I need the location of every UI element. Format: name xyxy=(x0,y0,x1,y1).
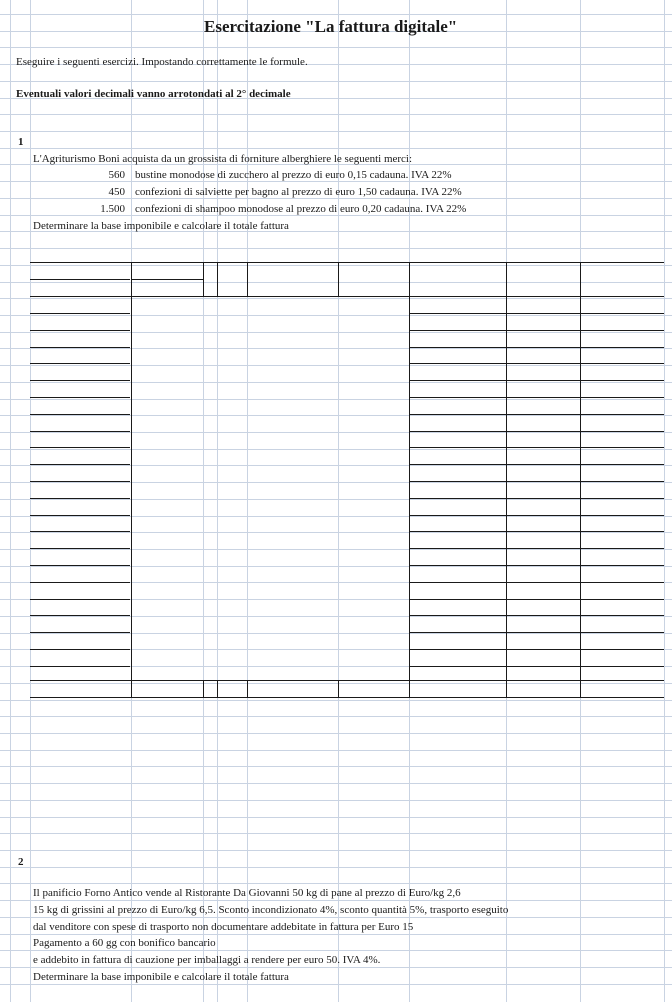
grid-row-line xyxy=(0,315,672,316)
invoice-border-line xyxy=(409,347,664,348)
grid-row-line xyxy=(0,499,672,500)
invoice-border-line xyxy=(30,279,130,280)
invoice-border-line xyxy=(409,666,664,667)
invoice-border-line xyxy=(30,464,130,465)
invoice-border-line xyxy=(30,397,130,398)
grid-row-line xyxy=(0,415,672,416)
grid-row-line xyxy=(0,432,672,433)
invoice-border-line xyxy=(131,262,132,697)
invoice-border-line xyxy=(409,548,664,549)
item-qty: 450 xyxy=(108,186,125,198)
exercise-2-line: dal venditore con spese di trasporto non documentare addebitate in fattura per Euro 15 xyxy=(33,921,414,933)
grid-row-line xyxy=(0,984,672,985)
invoice-border-line xyxy=(30,498,130,499)
grid-row-line xyxy=(0,700,672,701)
invoice-border-line xyxy=(338,680,339,697)
grid-row-line xyxy=(0,282,672,283)
exercise-2-task: Determinare la base imponibile e calcolare il totale fattura xyxy=(33,971,289,983)
invoice-border-line xyxy=(30,582,130,583)
invoice-border-line xyxy=(409,262,410,697)
invoice-border-line xyxy=(409,363,664,364)
grid-row-line xyxy=(0,148,672,149)
item-qty: 560 xyxy=(108,169,125,181)
grid-row-line xyxy=(0,532,672,533)
invoice-border-line xyxy=(409,481,664,482)
invoice-border-line xyxy=(30,347,130,348)
invoice-border-line xyxy=(30,515,130,516)
invoice-border-line xyxy=(409,447,664,448)
grid-row-line xyxy=(0,733,672,734)
exercise-2-line: e addebito in fattura di cauzione per imballaggi a rendere per euro 50. IVA 4%. xyxy=(33,954,381,966)
item-desc: confezioni di salviette per bagno al prezzo di euro 1,50 cadauna. IVA 22% xyxy=(135,186,462,198)
grid-row-line xyxy=(0,633,672,634)
grid-row-line xyxy=(0,766,672,767)
invoice-border-line xyxy=(506,262,507,697)
invoice-border-line xyxy=(580,262,581,697)
invoice-border-line xyxy=(131,279,203,280)
grid-column-line xyxy=(664,0,665,1002)
grid-row-line xyxy=(0,850,672,851)
grid-row-line xyxy=(0,750,672,751)
grid-row-line xyxy=(0,817,672,818)
exercise-2-line: Pagamento a 60 gg con bonifico bancario xyxy=(33,937,216,949)
grid-row-line xyxy=(0,683,672,684)
invoice-border-line xyxy=(30,414,130,415)
invoice-border-line xyxy=(30,666,130,667)
grid-row-line xyxy=(0,382,672,383)
grid-row-line xyxy=(0,449,672,450)
grid-row-line xyxy=(0,81,672,82)
grid-column-line xyxy=(217,0,218,1002)
exercise-2-line: Il panificio Forno Antico vende al Ristorante Da Giovanni 50 kg di pane al prezzo di Euro/kg 2,6 xyxy=(33,887,461,899)
grid-row-line xyxy=(0,833,672,834)
invoice-border-line xyxy=(409,431,664,432)
grid-row-line xyxy=(0,716,672,717)
grid-row-line xyxy=(0,298,672,299)
invoice-border-line xyxy=(30,531,130,532)
invoice-border-line xyxy=(30,632,130,633)
grid-row-line xyxy=(0,783,672,784)
exercise-2-number: 2 xyxy=(18,856,24,868)
grid-row-line xyxy=(0,917,672,918)
exercise-1-intro: L'Agriturismo Boni acquista da un grossista di forniture alberghiere le seguenti merci: xyxy=(33,153,413,165)
invoice-border-line xyxy=(30,431,130,432)
grid-row-line xyxy=(0,900,672,901)
invoice-border-line xyxy=(30,262,664,263)
grid-row-line xyxy=(0,616,672,617)
invoice-border-line xyxy=(409,414,664,415)
grid-row-line xyxy=(0,967,672,968)
grid-row-line xyxy=(0,47,672,48)
grid-column-line xyxy=(203,0,204,1002)
invoice-border-line xyxy=(338,262,339,296)
invoice-border-line xyxy=(409,599,664,600)
invoice-border-line xyxy=(203,262,204,296)
grid-row-line xyxy=(0,867,672,868)
invoice-border-line xyxy=(409,498,664,499)
invoice-border-line xyxy=(409,330,664,331)
invoice-border-line xyxy=(409,632,664,633)
invoice-border-line xyxy=(409,565,664,566)
invoice-border-line xyxy=(409,615,664,616)
item-desc: bustine monodose di zucchero al prezzo di euro 0,15 cadauna. IVA 22% xyxy=(135,169,452,181)
grid-column-line xyxy=(338,0,339,1002)
invoice-border-line xyxy=(409,380,664,381)
grid-row-line xyxy=(0,465,672,466)
invoice-border-line xyxy=(409,464,664,465)
exercise-1-task: Determinare la base imponibile e calcolare il totale fattura xyxy=(33,220,289,232)
grid-row-line xyxy=(0,14,672,15)
invoice-border-line xyxy=(30,565,130,566)
invoice-border-line xyxy=(30,615,130,616)
grid-row-line xyxy=(0,265,672,266)
grid-row-line xyxy=(0,365,672,366)
invoice-border-line xyxy=(30,363,130,364)
invoice-border-line xyxy=(30,296,664,297)
invoice-border-line xyxy=(409,515,664,516)
invoice-border-line xyxy=(30,380,130,381)
grid-column-line xyxy=(10,0,11,1002)
invoice-border-line xyxy=(217,680,218,697)
invoice-border-line xyxy=(247,680,248,697)
grid-column-line xyxy=(30,0,31,1002)
invoice-border-line xyxy=(409,531,664,532)
grid-row-line xyxy=(0,482,672,483)
invoice-border-line xyxy=(409,582,664,583)
grid-row-line xyxy=(0,800,672,801)
invoice-border-line xyxy=(409,313,664,314)
invoice-border-line xyxy=(30,649,130,650)
grid-row-line xyxy=(0,516,672,517)
instruction-text: Eseguire i seguenti esercizi. Impostando correttamente le formule. xyxy=(16,56,308,68)
invoice-border-line xyxy=(30,313,130,314)
grid-row-line xyxy=(0,332,672,333)
invoice-border-line xyxy=(30,481,130,482)
rounding-note: Eventuali valori decimali vanno arrotondati al 2° decimale xyxy=(16,88,291,100)
grid-row-line xyxy=(0,934,672,935)
invoice-border-line xyxy=(30,599,130,600)
invoice-border-line xyxy=(409,649,664,650)
grid-row-line xyxy=(0,348,672,349)
page-title: Esercitazione "La fattura digitale" xyxy=(204,17,458,36)
grid-row-line xyxy=(0,131,672,132)
invoice-border-line xyxy=(30,548,130,549)
invoice-border-line xyxy=(30,697,664,698)
invoice-border-line xyxy=(30,447,130,448)
grid-row-line xyxy=(0,399,672,400)
invoice-border-line xyxy=(30,680,664,681)
grid-row-line xyxy=(0,883,672,884)
invoice-border-line xyxy=(30,330,130,331)
invoice-border-line xyxy=(217,262,218,296)
grid-row-line xyxy=(0,248,672,249)
invoice-border-line xyxy=(203,680,204,697)
item-qty: 1.500 xyxy=(100,203,125,215)
grid-row-line xyxy=(0,950,672,951)
invoice-border-line xyxy=(409,397,664,398)
grid-row-line xyxy=(0,566,672,567)
grid-row-line xyxy=(0,114,672,115)
item-desc: confezioni di shampoo monodose al prezzo di euro 0,20 cadauna. IVA 22% xyxy=(135,203,467,215)
invoice-border-line xyxy=(247,262,248,296)
exercise-2-line: 15 kg di grissini al prezzo di Euro/kg 6,5. Sconto incondizionato 4%, sconto quantità 5%, trasporto eseguito xyxy=(33,904,509,916)
grid-column-line xyxy=(247,0,248,1002)
exercise-1-number: 1 xyxy=(18,136,24,148)
grid-row-line xyxy=(0,549,672,550)
